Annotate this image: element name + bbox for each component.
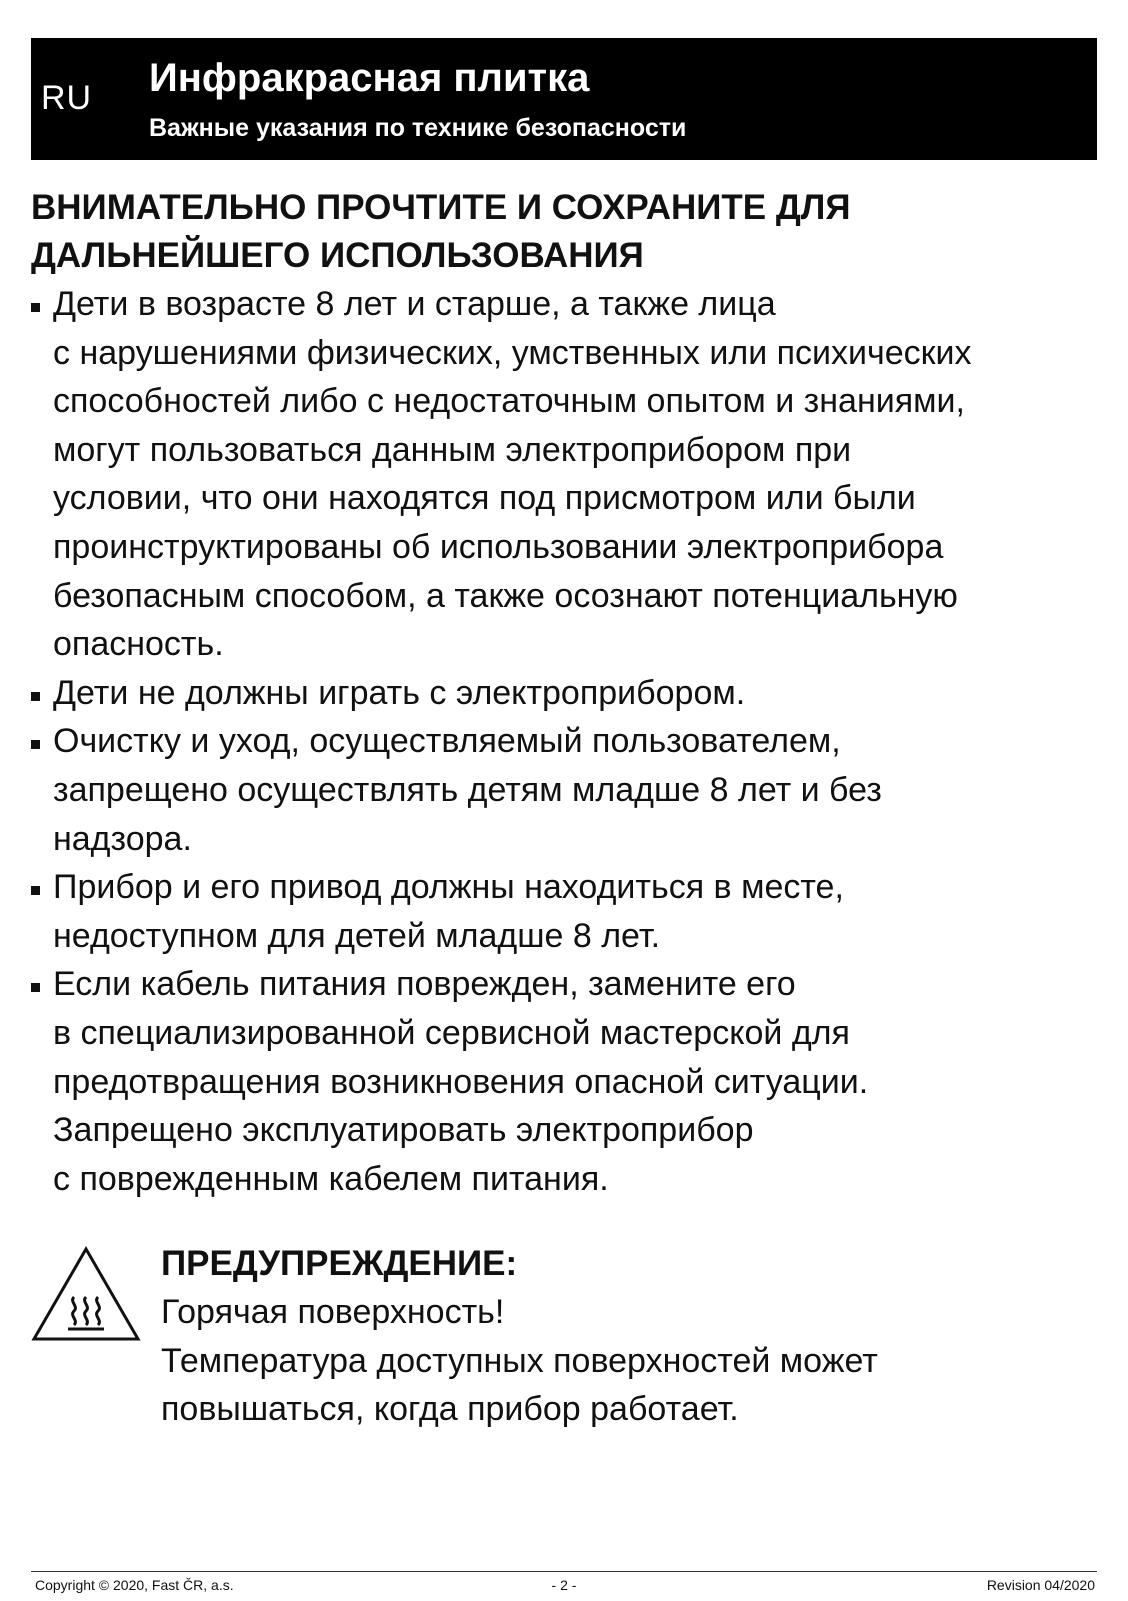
list-item-line: проинструктированы об использовании электроприбора [53,527,944,566]
list-item-line: опасность. [53,625,224,664]
hot-surface-warning-icon [30,1245,142,1343]
bullet-square-icon [31,303,40,312]
list-item [31,717,1111,863]
footer-copyright: Copyright © 2020, Fast ČR, a.s. [35,1577,234,1593]
language-code: RU [41,79,93,117]
list-item [31,960,1111,1203]
list-item-line: Очистку и уход, осуществляемый пользователем, [53,722,841,761]
warning-block [161,1240,1101,1434]
page-subtitle: Важные указания по технике безопасности [149,114,687,142]
warning-line: Горячая поверхность! [161,1293,505,1331]
list-item-line: Дети не должны играть с электроприбором. [53,673,746,712]
warning-line: Температура доступных поверхностей может [161,1341,878,1380]
bullet-square-icon [31,983,40,992]
warning-title: ПРЕДУПРЕЖДЕНИЕ: [161,1244,518,1283]
list-item-line: недоступном для детей младше 8 лет. [53,916,661,955]
list-item-line: способностей либо с недостаточным опытом и знаниями, [53,382,965,421]
list-item-line: надзора. [53,819,192,858]
bullet-square-icon [31,692,40,701]
list-item-line: предотвращения возникновения опасной ситуации. [53,1062,869,1101]
list-item-line: запрещено осуществлять детям младше 8 лет и без [53,770,882,809]
list-item-line: безопасным способом, а также осознают потенциальную [53,576,958,615]
list-item [31,863,1111,960]
header-bar [31,38,1097,160]
main-heading-line: ВНИМАТЕЛЬНО ПРОЧТИТЕ И СОХРАНИТЕ ДЛЯ [31,188,851,227]
bullet-square-icon [31,886,40,895]
list-item-line: Дети в возрасте 8 лет и старше, а также лица [53,285,776,323]
warning-line: повышаться, когда прибор работает. [161,1390,739,1429]
list-item-line: Запрещено эксплуатировать электроприбор [53,1111,754,1150]
main-heading-line: ДАЛЬНЕЙШЕГО ИСПОЛЬЗОВАНИЯ [31,236,644,275]
safety-instructions-list [31,280,1111,1203]
main-heading [31,184,1091,280]
list-item [31,669,1111,718]
footer-divider [31,1571,1097,1572]
list-item-line: в специализированной сервисной мастерской для [53,1013,850,1052]
list-item-line: условии, что они находятся под присмотром или были [53,479,916,518]
bullet-square-icon [31,740,40,749]
footer-page-number: - 2 - [551,1577,577,1593]
list-item-line: Если кабель питания поврежден, замените его [53,965,796,1004]
list-item-line: с поврежденным кабелем питания. [53,1159,609,1198]
page-title: Инфракрасная плитка [149,56,590,100]
list-item-line: Прибор и его привод должны находиться в месте, [53,868,844,907]
list-item-line: могут пользоваться данным электроприбором при [53,430,852,469]
list-item [31,280,1111,669]
list-item-line: с нарушениями физических, умственных или психических [53,333,972,372]
footer-revision: Revision 04/2020 [986,1577,1095,1593]
